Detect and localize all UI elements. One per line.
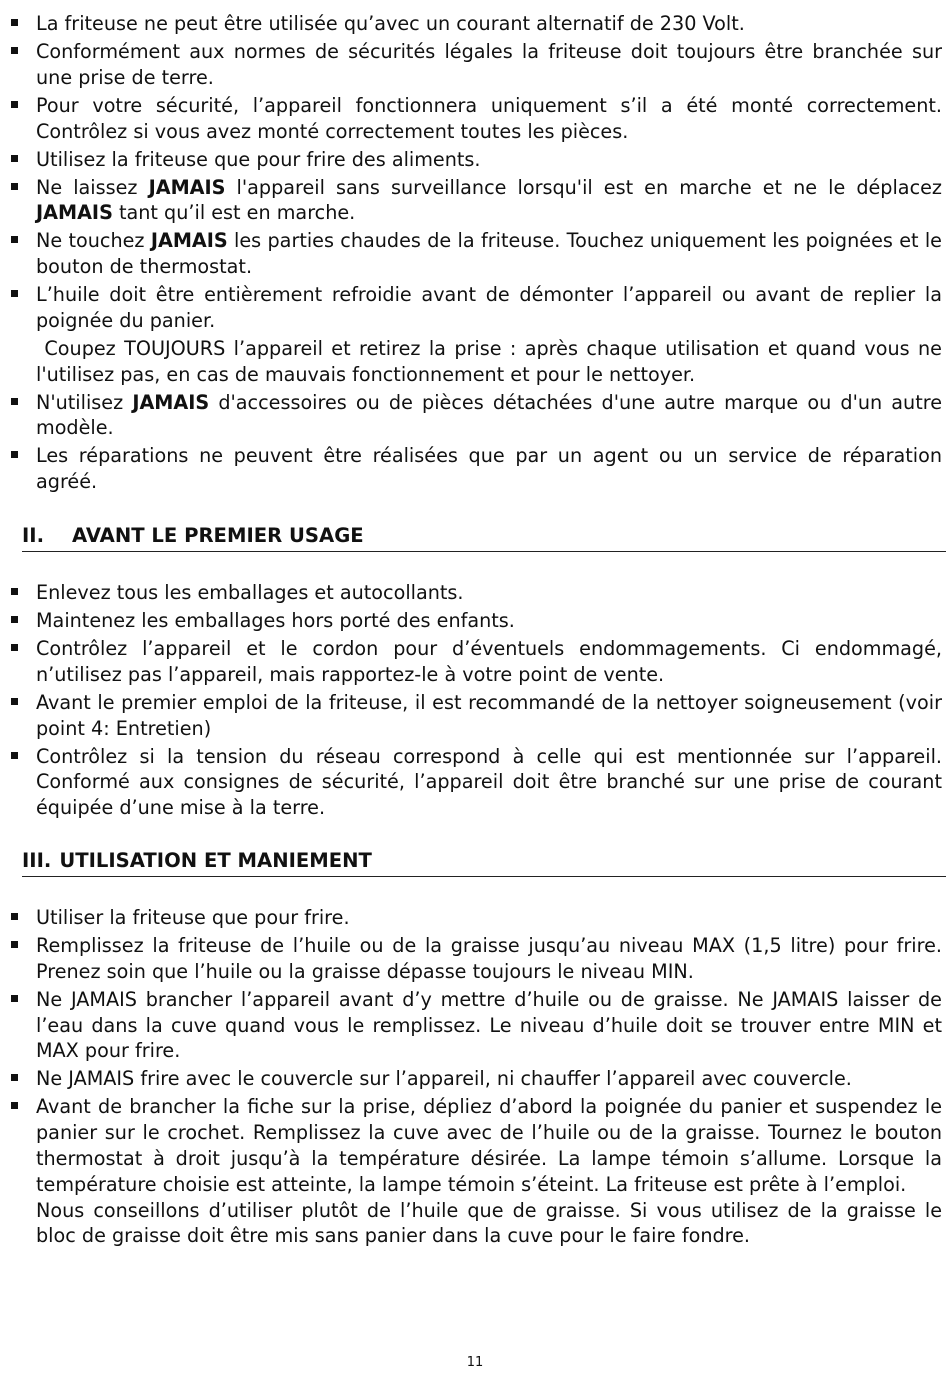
list-item-continuation: Nous conseillons d’utiliser plutôt de l’huile que de graisse. Si vous utilisez de la graisse le bloc de graisse doit être mis sans panier dans la cuve pour le faire fondre.	[36, 1198, 942, 1248]
list-item: Pour votre sécurité, l’appareil fonctionnera uniquement s’il a été monté correctement. Contrôlez si vous avez monté correctement toutes les pièces.	[36, 93, 942, 143]
before-first-use-list	[0, 580, 950, 821]
list-item: Ne laissez JAMAIS l'appareil sans surveillance lorsqu'il est en marche et ne le déplacez JAMAIS tant qu’il est en marche.	[36, 175, 942, 225]
list-item: Les réparations ne peuvent être réalisées que par un agent ou un service de réparation agréé.	[36, 444, 942, 494]
emphasis: JAMAIS	[148, 175, 226, 199]
list-item: Utilisez la friteuse que pour frire des aliments.	[36, 147, 942, 173]
usage-section	[0, 905, 950, 1251]
before-first-use-section	[0, 580, 950, 823]
page-number: 11	[466, 1355, 484, 1370]
list-item: Contrôlez l’appareil et le cordon pour d’éventuels endommagements. Ci endommagé, n’utilisez pas l’appareil, mais rapportez-le à votre point de vente.	[36, 636, 942, 686]
emphasis: JAMAIS	[150, 229, 228, 253]
section-number: III.	[22, 849, 52, 872]
section-heading	[22, 524, 946, 552]
list-item: Avant de brancher la fiche sur la prise, dépliez d’abord la poignée du panier et suspendez le panier sur le crochet. Remplissez la cuve avec de l’huile ou de la graisse. Tournez le bouton thermostat à droit jusqu’à la température désirée. La lampe témoin s’allume. Lorsque la température choisie est atteinte, la lampe témoin s’éteint. La friteuse est prête à l’emploi.	[36, 1095, 942, 1196]
list-item: Remplissez la friteuse de l’huile ou de la graisse jusqu’au niveau MAX (1,5 litre) pour frire. Prenez soin que l’huile ou la graisse dépasse toujours le niveau MIN.	[36, 933, 942, 983]
list-item: Ne touchez JAMAIS les parties chaudes de la friteuse. Touchez uniquement les poignées et le bouton de thermostat.	[36, 229, 942, 279]
section-heading	[22, 849, 946, 877]
list-item: N'utilisez JAMAIS d'accessoires ou de pièces détachées d'une autre marque ou d'un autre modèle.	[36, 390, 943, 440]
section-title: UTILISATION ET MANIEMENT	[59, 849, 372, 872]
list-item: Ne JAMAIS frire avec le couvercle sur l’appareil, ni chauffer l’appareil avec couvercle.	[36, 1066, 942, 1092]
list-item-continuation: Coupez TOUJOURS l’appareil et retirez la prise : après chaque utilisation et quand vous ne l'utilisez pas, en cas de mauvais fonctionnement et pour le nettoyer.	[36, 336, 949, 386]
list-item: La friteuse ne peut être utilisée qu’avec un courant alternatif de 230 Volt.	[36, 11, 942, 37]
emphasis: JAMAIS	[132, 390, 210, 414]
safety-list	[0, 11, 950, 495]
list-item: Contrôlez si la tension du réseau correspond à celle qui est mentionnée sur l’appareil. Conformé aux consignes de sécurité, l’appareil doit être branché sur une prise de courant équipée d’une mise à la terre.	[36, 744, 942, 820]
list-item: Utiliser la friteuse que pour frire.	[36, 905, 942, 931]
list-item: Enlevez tous les emballages et autocollants.	[36, 580, 942, 606]
list-item: Maintenez les emballages hors porté des enfants.	[36, 608, 942, 634]
list-item: Conformément aux normes de sécurités légales la friteuse doit toujours être branchée sur une prise de terre.	[36, 39, 942, 89]
emphasis: JAMAIS	[36, 201, 113, 225]
section-title: AVANT LE PREMIER USAGE	[72, 524, 364, 547]
safety-section	[0, 11, 950, 497]
list-item: Ne JAMAIS brancher l’appareil avant d’y mettre d’huile ou de graisse. Ne JAMAIS laisser de l’eau dans la cuve quand vous le remplissez. Le niveau d’huile doit se trouver entre MIN et MAX pour frire.	[36, 987, 942, 1063]
usage-list	[0, 905, 950, 1249]
list-item: L’huile doit être entièrement refroidie avant de démonter l’appareil ou avant de replier la poignée du panier.	[36, 283, 942, 332]
list-item: Avant le premier emploi de la friteuse, il est recommandé de la nettoyer soigneusement (voir point 4: Entretien)	[36, 690, 942, 740]
section-number: II.	[22, 524, 45, 547]
